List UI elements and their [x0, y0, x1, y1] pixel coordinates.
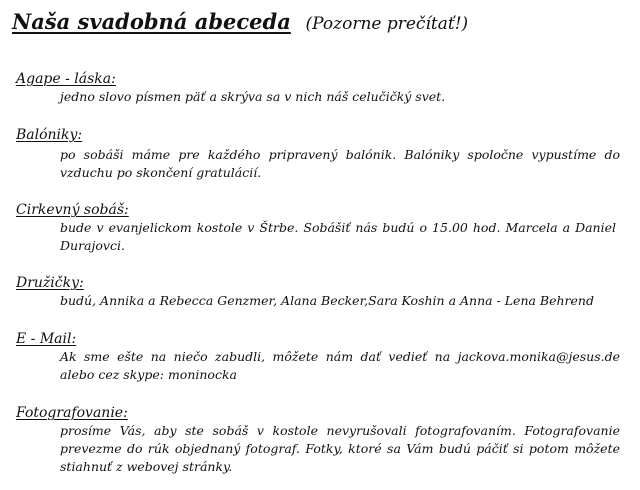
section-text: prosíme Vás, aby ste sobáš v kostole nevyrušovali fotografovaním. Fotografovanie prevezme do rúk objednaný fotograf. Fotky, ktoré sa Vám budú páčiť si potom môžete stiahnuť z webovej stránky. [60, 423, 620, 474]
section-text: po sobáši máme pre každého pripravený balónik. Balóniky spoločne vypustíme do vzduchu po skončení gratulácií. [60, 147, 620, 180]
section-text: bude v evanjelickom kostole v Štrbe. Sobášiť nás budú o 15.00 hod. Marcela a Daniel Durajovci. [60, 220, 616, 253]
section-text: Ak sme ešte na niečo zabudli, môžete nám dať vedieť na jackova.monika@jesus.de alebo cez skype: moninocka [60, 349, 620, 382]
section-heading: E - Mail: [16, 331, 77, 347]
section-heading: Fotografovanie: [16, 405, 128, 421]
section-heading: Balóniky: [16, 127, 83, 143]
section-heading: Družičky: [16, 275, 84, 291]
section-text: budú, Annika a Rebecca Genzmer, Alana Becker,Sara Koshin a Anna - Lena Behrend [60, 293, 594, 308]
document-title-line [12, 8, 468, 38]
section-heading: Agape - láska: [16, 71, 116, 87]
document-title: Naša svadobná abeceda [12, 9, 291, 34]
section-heading: Cirkevný sobáš: [16, 202, 129, 218]
document-title-note: (Pozorne prečítať!) [305, 14, 469, 34]
section-text: jedno slovo písmen päť a skrýva sa v nich náš celučičký svet. [60, 89, 446, 104]
